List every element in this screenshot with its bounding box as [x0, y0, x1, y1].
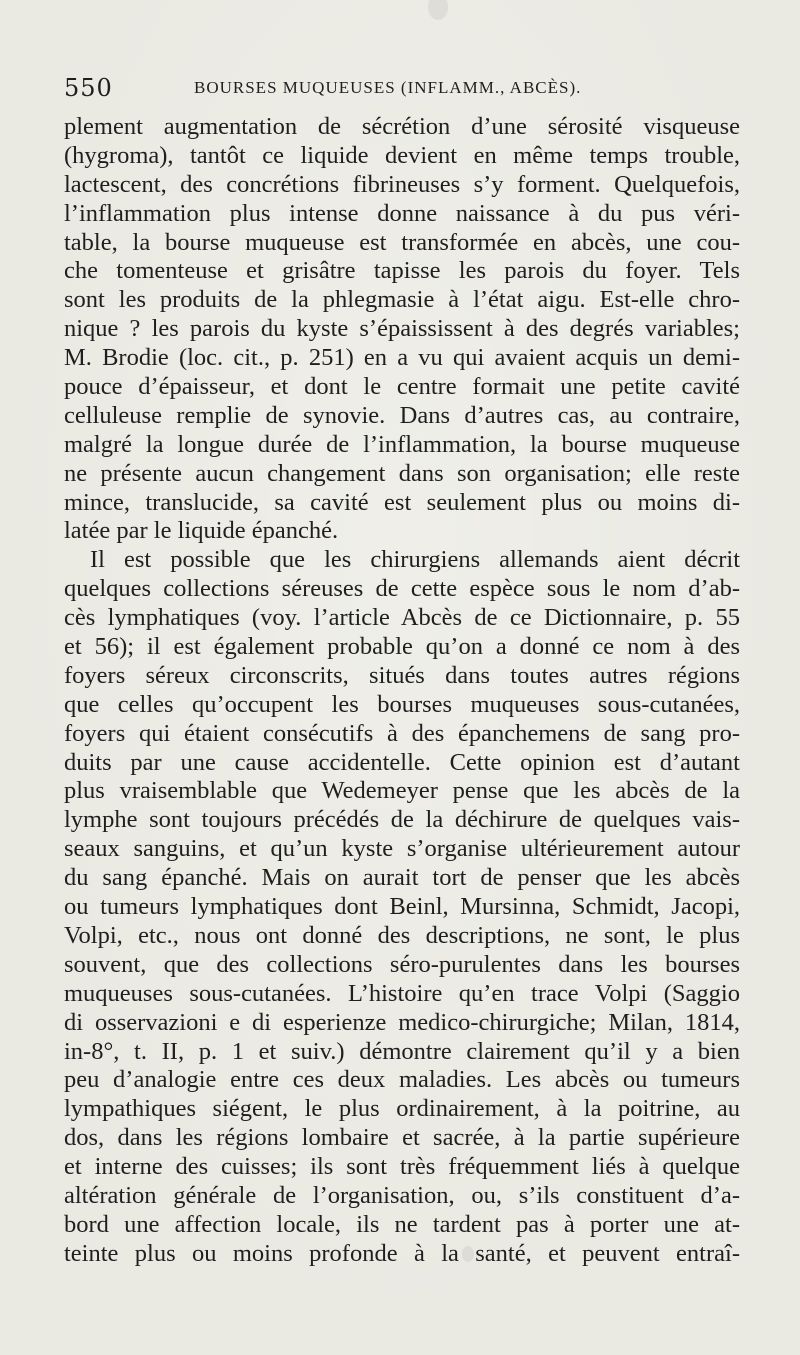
page-header — [64, 74, 740, 108]
text-line: et interne des cuisses; ils sont très fréquemment liés à quelque — [64, 1153, 740, 1181]
text-line: muqueuses sous-cutanées. L’histoire qu’en trace Volpi (Saggio — [64, 979, 740, 1007]
text-line: lactescent, des concrétions fibrineuses s’y forment. Quelquefois, — [64, 170, 740, 198]
text-line: nique ? les parois du kyste s’épaississent à des degrés variables; — [64, 315, 740, 343]
text-line: pouce d’épaisseur, et dont le centre formait une petite cavité — [64, 373, 740, 401]
text-line: dos, dans les régions lombaire et sacrée, à la partie supérieure — [64, 1124, 740, 1152]
text-line: l’inflammation plus intense donne naissance à du pus véri- — [64, 199, 740, 227]
text-line: quelques collections séreuses de cette espèce sous le nom d’ab- — [64, 575, 740, 603]
text-line: foyers qui étaient consécutifs à des épanchemens de sang pro- — [64, 719, 740, 747]
text-line: bord une affection locale, ils ne tardent pas à porter une at- — [64, 1210, 740, 1238]
paper-stain — [428, 0, 448, 20]
text-line: que celles qu’occupent les bourses muqueuses sous-cutanées, — [64, 690, 740, 718]
text-line: plement augmentation de sécrétion d’une sérosité visqueuse — [64, 113, 740, 140]
text-line: latée par le liquide épanché. — [64, 517, 339, 545]
text-line: celluleuse remplie de synovie. Dans d’autres cas, au contraire, — [64, 401, 740, 429]
text-line: et 56); il est également probable qu’on a donné ce nom à des — [64, 633, 740, 661]
text-line: foyers séreux circonscrits, situés dans toutes autres régions — [64, 661, 740, 689]
text-line: table, la bourse muqueuse est transformée en abcès, une cou- — [64, 228, 740, 256]
text-line: (hygroma), tantôt ce liquide devient en même temps trouble, — [64, 141, 740, 169]
body-text — [64, 113, 740, 1269]
text-line: cès lymphatiques (voy. l’article Abcès de ce Dictionnaire, p. 55 — [64, 604, 740, 632]
text-line: in-8°, t. II, p. 1 et suiv.) démontre clairement qu’il y a bien — [64, 1037, 740, 1065]
text-line: duits par une cause accidentelle. Cette opinion est d’autant — [64, 748, 740, 776]
text-line: peu d’analogie entre ces deux maladies. Les abcès ou tumeurs — [64, 1066, 740, 1094]
text-line: plus vraisemblable que Wedemeyer pense que les abcès de la — [64, 777, 740, 805]
text-line: sont les produits de la phlegmasie à l’état aigu. Est-elle chro- — [64, 286, 740, 314]
text-line: di osservazioni e di esperienze medico-chirurgiche; Milan, 1814, — [64, 1008, 740, 1036]
text-line: souvent, que des collections séro-purulentes dans les bourses — [64, 950, 740, 978]
text-line: malgré la longue durée de l’inflammation, la bourse muqueuse — [64, 430, 740, 458]
text-line: du sang épanché. Mais on aurait tort de penser que les abcès — [64, 864, 740, 892]
text-line: che tomenteuse et grisâtre tapisse les parois du foyer. Tels — [64, 257, 740, 285]
text-line: ou tumeurs lymphatiques dont Beinl, Mursinna, Schmidt, Jacopi, — [64, 893, 740, 921]
text-line: seaux sanguins, et qu’un kyste s’organise ultérieurement autour — [64, 835, 740, 863]
text-line: mince, translucide, sa cavité est seulement plus ou moins di- — [64, 488, 740, 516]
running-head: BOURSES MUQUEUSES (INFLAMM., ABCÈS). — [194, 78, 582, 97]
text-line: altération générale de l’organisation, ou, s’ils constituent d’a- — [64, 1181, 740, 1209]
text-line: lymphe sont toujours précédés de la déchirure de quelques vais- — [64, 806, 740, 834]
text-line: ne présente aucun changement dans son organisation; elle reste — [64, 459, 740, 487]
text-line: Volpi, etc., nous ont donné des descriptions, ne sont, le plus — [64, 921, 740, 949]
text-line: lympathiques siégent, le plus ordinairement, à la poitrine, au — [64, 1095, 740, 1123]
text-line: teinte plus ou moins profonde à la santé, et peuvent entraî- — [64, 1239, 740, 1267]
text-line: M. Brodie (loc. cit., p. 251) en a vu qui avaient acquis un demi- — [64, 344, 740, 372]
page-number: 550 — [64, 74, 113, 102]
text-line: Il est possible que les chirurgiens allemands aient décrit — [90, 546, 740, 574]
